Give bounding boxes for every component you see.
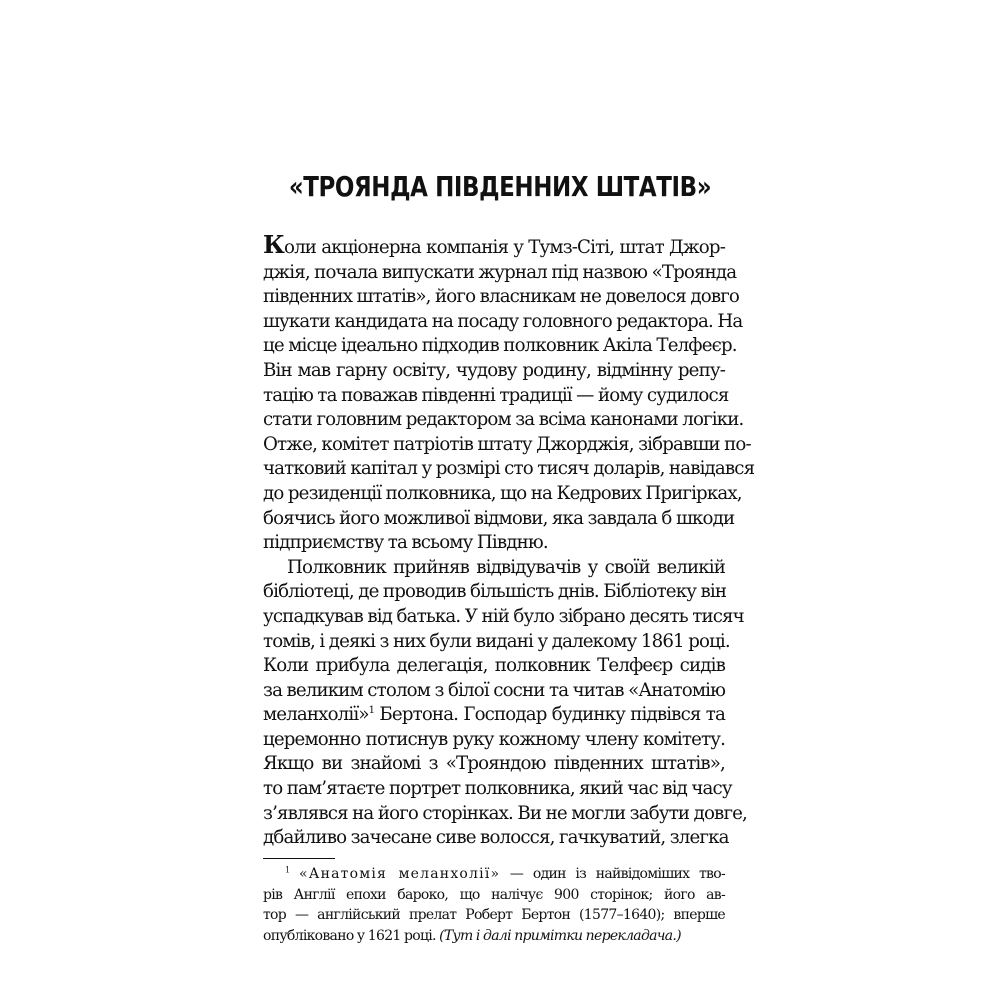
body-line <box>263 230 725 261</box>
footnote-line: тор — англійський прелат Роберт Бертон (1577–1640); вперше <box>263 907 725 923</box>
body-line: це місце ідеально підходив полковник Акіла Телфеєр. <box>263 335 737 357</box>
body-line-text: оли акціонерна компанія у Тумз-Сіті, штат Джор- <box>283 237 725 258</box>
body-line: за великим столом з білої сосни та читав «Анатомію <box>263 679 726 701</box>
body-line: Коли прибула делегація, полковник Телфеєр сидів <box>263 655 725 677</box>
body-line: тацію та поважав південні традиції — йому судилося <box>263 384 729 406</box>
body-line: боячись його можливої відмови, яка завдала б шкоди <box>263 507 735 529</box>
body-line: Полковник прийняв відвідувачів у своїй великій <box>287 556 725 578</box>
body-line: джія, почала випускати журнал під назвою «Троянда <box>263 261 737 283</box>
body-line: до резиденції полковника, що на Кедрових Пригірках, <box>263 482 742 504</box>
footnote-spaced-title: «Анатомія меланхолії» <box>299 866 501 882</box>
footnote-text: опубліковано у 1621 році. <box>263 927 440 944</box>
body-line-text: меланхолії» <box>263 704 369 726</box>
body-line: Він мав гарну освіту, чудову родину, відмінну репу- <box>263 359 725 381</box>
body-line-text: Бертона. Господар будинку підвівся та <box>374 704 725 726</box>
body-line: Отже, комітет патріотів штату Джорджія, зібравши по- <box>263 433 751 455</box>
body-line: Якщо ви знайомі з «Трояндою південних штатів», <box>263 753 725 775</box>
drop-cap: К <box>263 230 284 259</box>
body-line: чатковий капітал у розмірі сто тисяч доларів, навідався <box>263 458 755 480</box>
body-line: стати головним редактором за всіма канонами логіки. <box>263 409 744 431</box>
footnote-line <box>263 864 725 885</box>
body-line: то пам’ятаєте портрет полковника, який час від часу <box>263 778 732 800</box>
chapter-title: «ТРОЯНДА ПІВДЕННИХ ШТАТІВ» <box>288 170 712 203</box>
footnote-reference[interactable]: 1 <box>368 705 375 717</box>
body-line: церемонно потиснув руку кожному члену комітету. <box>263 728 725 750</box>
footnote <box>263 864 725 946</box>
body-line: томів, і деякі з них були видані у далекому 1861 році. <box>263 630 730 652</box>
footnote-text: — один із найвідоміших тво- <box>500 866 725 882</box>
body-line: підприємству та всьому Півдню. <box>263 532 548 554</box>
body-line: дбайливо зачесане сиве волосся, гачкуватий, злегка <box>263 827 729 849</box>
body-line <box>263 703 725 728</box>
footnote-line <box>263 926 725 947</box>
body-line: південних штатів», його власникам не довелося довго <box>263 286 739 308</box>
footnote-mark: 1 <box>285 865 290 875</box>
body-line: шукати кандидата на посаду головного редактора. На <box>263 310 743 332</box>
body-line: успадкував від батька. У ній було зібрано десять тисяч <box>263 605 744 627</box>
body-line: бібліотеці, де проводив більшість днів. Бібліотеку він <box>263 581 727 603</box>
footnote-divider <box>263 858 335 859</box>
footnote-line: рів Англії епохи бароко, що налічує 900 сторінок; його ав- <box>263 886 725 903</box>
body-text <box>263 230 755 851</box>
translator-note: (Тут і далі примітки перекладача.) <box>439 927 681 944</box>
body-line: з’являвся на його сторінках. Ви не могли забути довге, <box>263 802 747 824</box>
